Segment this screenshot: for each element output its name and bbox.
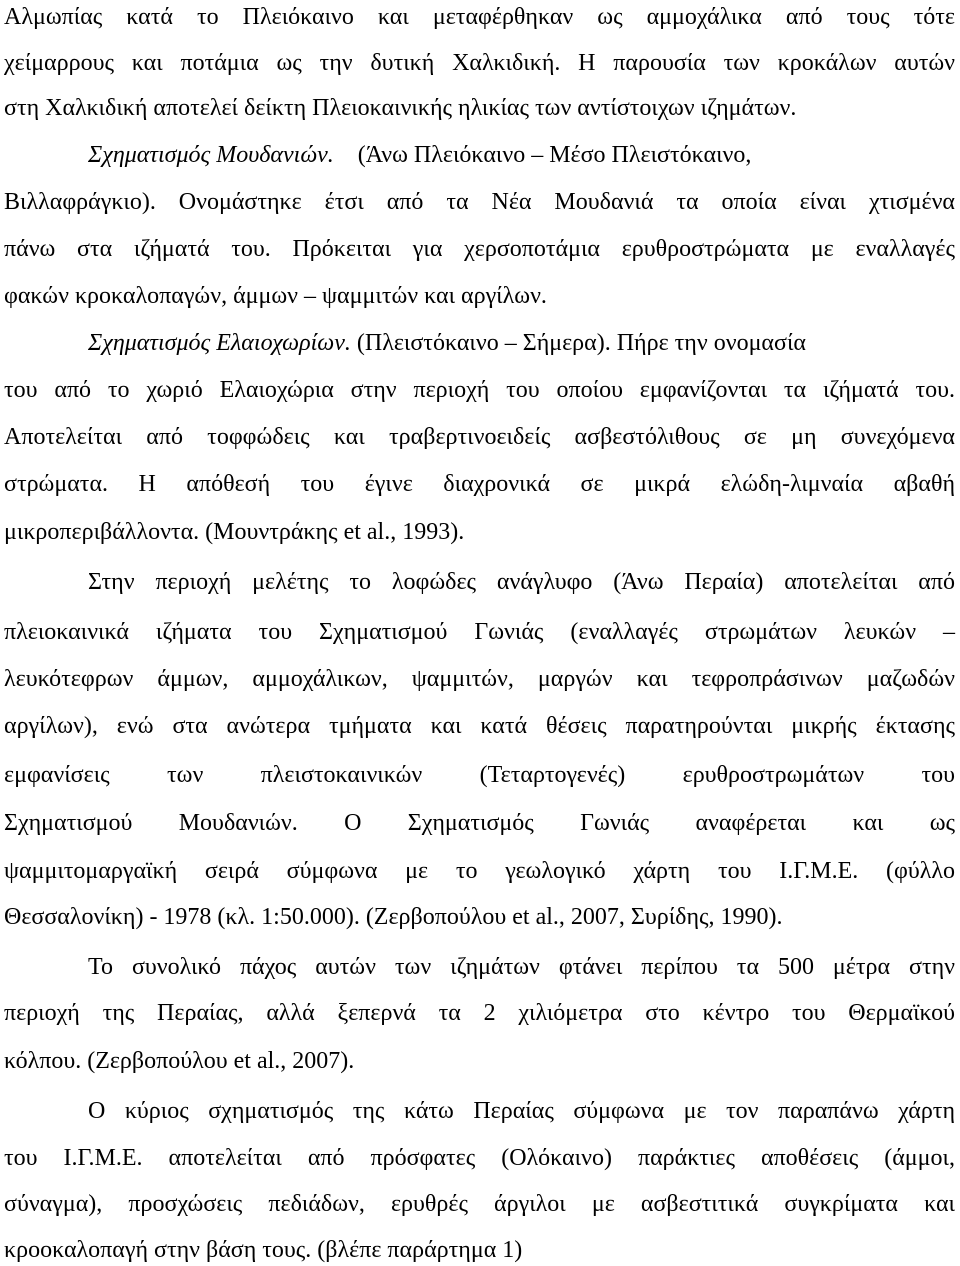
text-line: Στην περιοχή μελέτης το λοφώδες ανάγλυφο (Άνω Περαία) αποτελείται από — [88, 569, 955, 595]
text-segment: (Πλειστόκαινο – Σήμερα). Πήρε την ονομασία — [356, 330, 806, 356]
text-segment: (Άνω Πλειόκαινο – Μέσο Πλειστόκαινο, — [357, 142, 752, 168]
text-line: περιοχή της Περαίας, αλλά ξεπερνά τα 2 χιλιόμετρα στο κέντρο του Θερμαϊκού — [4, 1000, 955, 1026]
text-line: του Ι.Γ.Μ.Ε. αποτελείται από πρόσφατες (Ολόκαινο) παράκτιες αποθέσεις (άμμοι, — [4, 1145, 955, 1171]
text-line: Βιλλαφράγκιο). Ονομάστηκε έτσι από τα Νέα Μουδανιά τα οποία είναι χτισμένα — [4, 189, 955, 215]
text-line: Θεσσαλονίκη) - 1978 (κλ. 1:50.000). (Ζερβοπούλου et al., 2007, Συρίδης, 1990). — [4, 904, 783, 930]
text-line: Ο κύριος σχηματισμός της κάτω Περαίας σύμφωνα με τον παραπάνω χάρτη — [88, 1098, 955, 1124]
formation-name-elaiochoria: Σχηματισμός Ελαιοχωρίων. — [88, 330, 351, 356]
paragraph-elaiochoria-first-line — [88, 327, 955, 359]
text-line: χείμαρρους και ποτάμια ως την δυτική Χαλκιδική. Η παρουσία των κροκάλων αυτών — [4, 50, 955, 76]
text-line: του από το χωριό Ελαιοχώρια στην περιοχή του οποίου εμφανίζονται τα ιζήματά του. — [4, 377, 955, 403]
text-line: στη Χαλκιδική αποτελεί δείκτη Πλειοκαινικής ηλικίας των αντίστοιχων ιζημάτων. — [4, 95, 797, 121]
text-line: κροοκαλοπαγή στην βάση τους. (βλέπε παράρτημα 1) — [4, 1237, 523, 1263]
text-line: Αποτελείται από τοφφώδεις και τραβερτινοειδείς ασβεστόλιθους σε μη συνεχόμενα — [4, 424, 955, 450]
text-line: Αλμωπίας κατά το Πλειόκαινο και μεταφέρθηκαν ως αμμοχάλικα από τους τότε — [4, 4, 955, 30]
text-line: εμφανίσεις των πλειστοκαινικών (Τεταρτογενές) ερυθροστρωμάτων του — [4, 762, 955, 788]
text-line: πάνω στα ιζήματά του. Πρόκειται για χερσοποτάμια ερυθροστρώματα με εναλλαγές — [4, 236, 955, 262]
text-line: αργίλων), ενώ στα ανώτερα τμήματα και κατά θέσεις παρατηρούνται μικρής έκτασης — [4, 713, 955, 739]
formation-name-moudania: Σχηματισμός Μουδανιών. — [88, 142, 334, 168]
text-line: ψαμμιτομαργαϊκή σειρά σύμφωνα με το γεωλογικό χάρτη του Ι.Γ.Μ.Ε. (φύλλο — [4, 858, 955, 884]
text-line: μικροπεριβάλλοντα. (Μουντράκης et al., 1993). — [4, 519, 465, 545]
text-line: Σχηματισμού Μουδανιών. Ο Σχηματισμός Γωνιάς αναφέρεται και ως — [4, 810, 955, 836]
text-line: φακών κροκαλοπαγών, άμμων – ψαμμιτών και αργίλων. — [4, 283, 547, 309]
text-line: πλειοκαινικά ιζήματα του Σχηματισμού Γωνιάς (εναλλαγές στρωμάτων λευκών – — [4, 619, 955, 645]
text-line: κόλπου. (Ζερβοπούλου et al., 2007). — [4, 1048, 355, 1074]
paragraph-moudania-first-line — [88, 139, 955, 171]
text-line: λευκότεφρων άμμων, αμμοχάλικων, ψαμμιτών, μαργών και τεφροπράσινων μαζωδών — [4, 666, 955, 692]
text-line: σύναγμα), προσχώσεις πεδιάδων, ερυθρές άργιλοι με ασβεστιτικά συγκρίματα και — [4, 1191, 955, 1217]
text-line: Το συνολικό πάχος αυτών των ιζημάτων φτάνει περίπου τα 500 μέτρα στην — [88, 954, 955, 980]
text-line: στρώματα. Η απόθεσή του έγινε διαχρονικά σε μικρά ελώδη-λιμναία αβαθή — [4, 471, 955, 497]
